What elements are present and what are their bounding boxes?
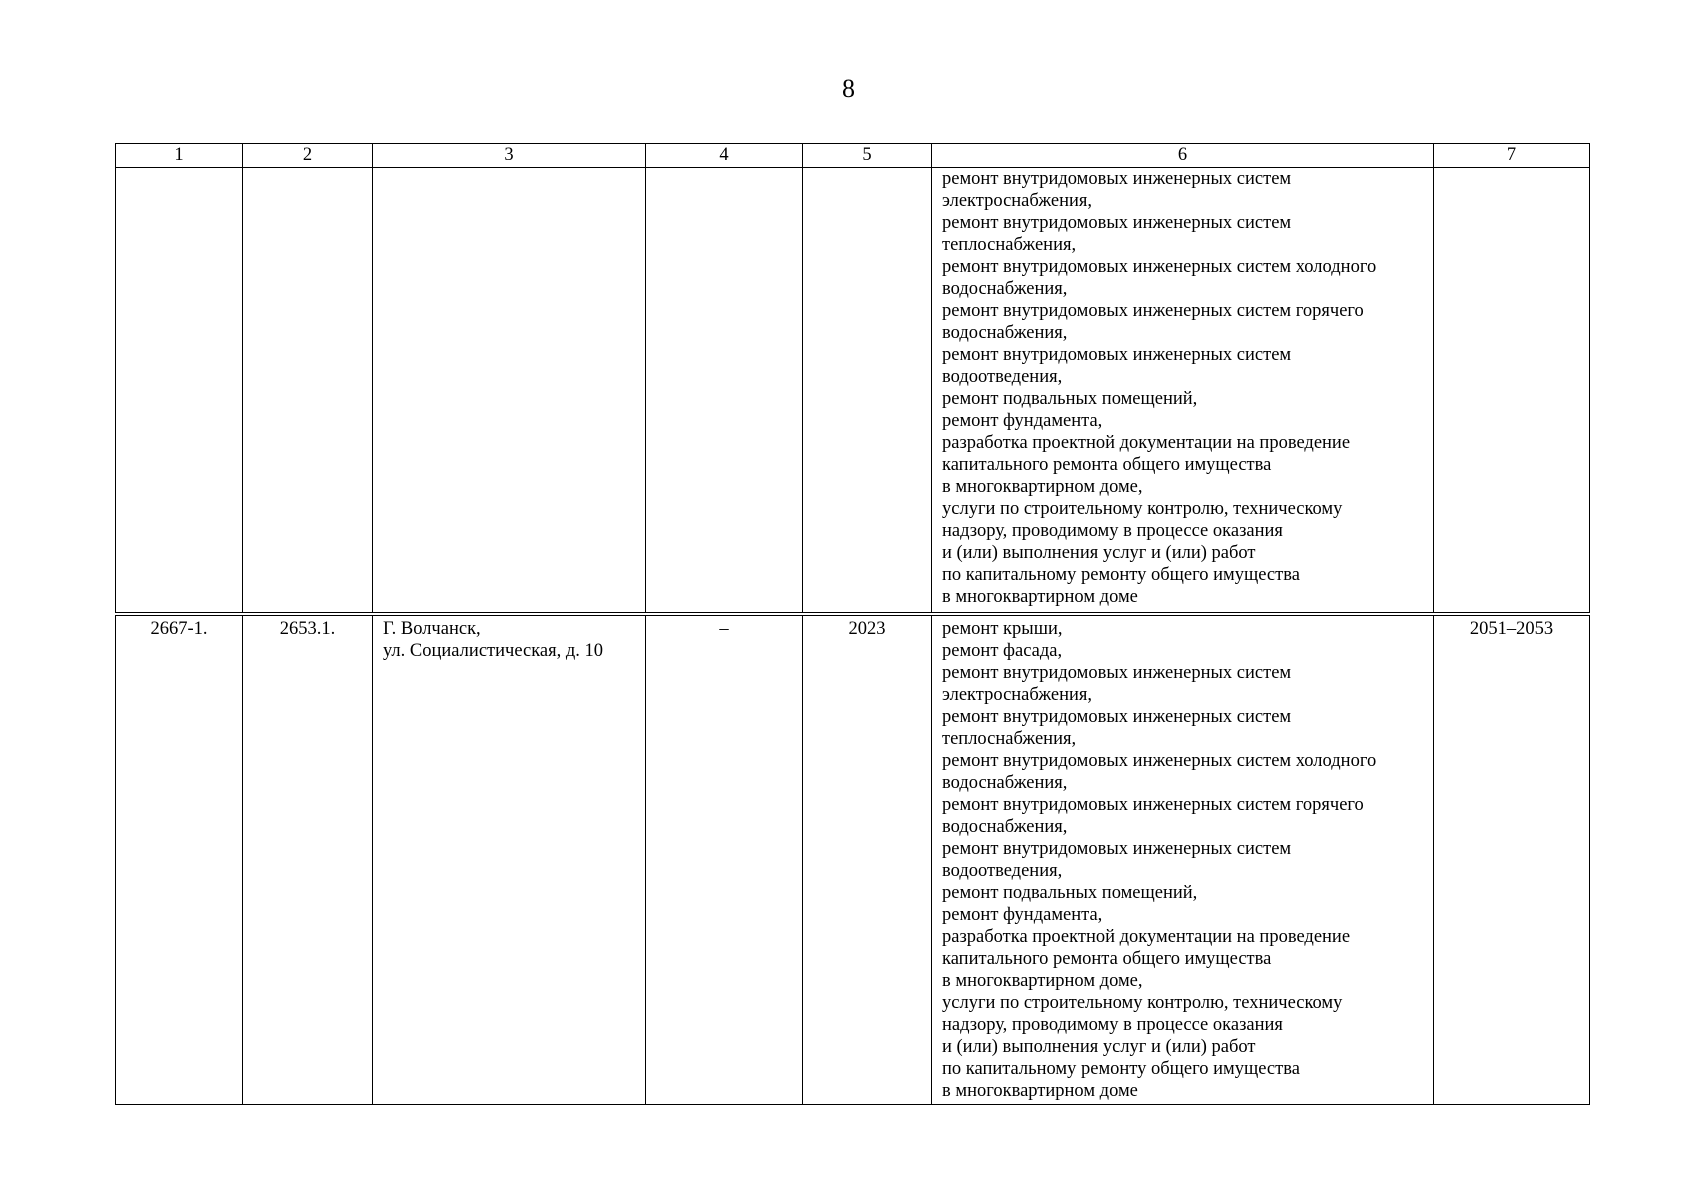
- work-item: в многоквартирном доме: [942, 587, 1138, 607]
- table-row: [116, 614, 1590, 1105]
- work-item: в многоквартирном доме: [942, 1081, 1138, 1101]
- year-value: 2023: [848, 619, 886, 639]
- work-item: разработка проектной документации на проведение: [942, 927, 1351, 947]
- work-item: услуги по строительному контролю, техническому: [942, 499, 1343, 519]
- work-item: по капитальному ремонту общего имущества: [942, 565, 1300, 585]
- address: [373, 616, 645, 662]
- work-item: надзору, проводимому в процессе оказания: [942, 1015, 1283, 1035]
- cell-address: [373, 614, 646, 1105]
- work-item: водоснабжения,: [942, 773, 1068, 793]
- work-item: ремонт фундамента,: [942, 411, 1103, 431]
- works-list: [932, 168, 1433, 608]
- work-item: ремонт внутридомовых инженерных систем: [942, 345, 1292, 365]
- cell-row-number: [116, 614, 243, 1105]
- work-item: ремонт внутридомовых инженерных систем холодного: [942, 751, 1377, 771]
- work-item: ремонт внутридомовых инженерных систем: [942, 839, 1292, 859]
- cell-year: [803, 614, 932, 1105]
- cell-planned-period: [1434, 614, 1590, 1105]
- work-item: и (или) выполнения услуг и (или) работ: [942, 543, 1256, 563]
- work-item: и (или) выполнения услуг и (или) работ: [942, 1037, 1256, 1057]
- repair-schedule-table: [115, 143, 1590, 1105]
- work-item: ремонт внутридомовых инженерных систем: [942, 213, 1292, 233]
- work-item: по капитальному ремонту общего имущества: [942, 1059, 1300, 1079]
- cell-program-number: [243, 614, 373, 1105]
- work-item: ремонт внутридомовых инженерных систем: [942, 663, 1292, 683]
- header-col-7: 7: [1434, 144, 1590, 168]
- work-item: ремонт подвальных помещений,: [942, 389, 1198, 409]
- work-item: в многоквартирном доме,: [942, 971, 1143, 991]
- work-item: водоснабжения,: [942, 817, 1068, 837]
- work-item: ремонт подвальных помещений,: [942, 883, 1198, 903]
- work-item: ремонт внутридомовых инженерных систем: [942, 169, 1292, 189]
- work-item: ремонт крыши,: [942, 619, 1063, 639]
- address-street: ул. Социалистическая, д. 10: [383, 641, 604, 661]
- table-row-continuation: [116, 168, 1590, 615]
- work-item: капитального ремонта общего имущества: [942, 949, 1272, 969]
- work-item: теплоснабжения,: [942, 729, 1077, 749]
- header-col-6: 6: [932, 144, 1434, 168]
- work-item: водоотведения,: [942, 861, 1063, 881]
- cell-row-number: [116, 168, 243, 615]
- work-item: услуги по строительному контролю, техническому: [942, 993, 1343, 1013]
- cell-planned-period: [1434, 168, 1590, 615]
- work-item: электроснабжения,: [942, 191, 1093, 211]
- work-item: водоснабжения,: [942, 323, 1068, 343]
- header-col-3: 3: [373, 144, 646, 168]
- work-item: ремонт фундамента,: [942, 905, 1103, 925]
- work-item: водоснабжения,: [942, 279, 1068, 299]
- row-number: 2667-1.: [150, 619, 208, 639]
- dash-value: –: [719, 619, 729, 639]
- cell-program-number: [243, 168, 373, 615]
- work-item: водоотведения,: [942, 367, 1063, 387]
- work-item: теплоснабжения,: [942, 235, 1077, 255]
- header-col-1: 1: [116, 144, 243, 168]
- work-item: ремонт внутридомовых инженерных систем: [942, 707, 1292, 727]
- cell-year: [803, 168, 932, 615]
- address-city: Г. Волчанск,: [383, 619, 481, 639]
- works-list: [932, 616, 1433, 1102]
- table-header-row: [116, 144, 1590, 168]
- work-item: разработка проектной документации на проведение: [942, 433, 1351, 453]
- cell-col-4: [646, 168, 803, 615]
- work-item: ремонт внутридомовых инженерных систем горячего: [942, 795, 1364, 815]
- work-item: надзору, проводимому в процессе оказания: [942, 521, 1283, 541]
- program-number: 2653.1.: [279, 619, 336, 639]
- cell-col-4: [646, 614, 803, 1105]
- work-item: электроснабжения,: [942, 685, 1093, 705]
- cell-works-list: [932, 614, 1434, 1105]
- work-item: ремонт внутридомовых инженерных систем горячего: [942, 301, 1364, 321]
- header-col-5: 5: [803, 144, 932, 168]
- work-item: капитального ремонта общего имущества: [942, 455, 1272, 475]
- work-item: в многоквартирном доме,: [942, 477, 1143, 497]
- work-item: ремонт фасада,: [942, 641, 1063, 661]
- planned-period: 2051–2053: [1469, 619, 1554, 639]
- cell-works-list: [932, 168, 1434, 615]
- header-col-4: 4: [646, 144, 803, 168]
- page-number: 8: [842, 74, 855, 103]
- header-col-2: 2: [243, 144, 373, 168]
- cell-address: [373, 168, 646, 615]
- work-item: ремонт внутридомовых инженерных систем холодного: [942, 257, 1377, 277]
